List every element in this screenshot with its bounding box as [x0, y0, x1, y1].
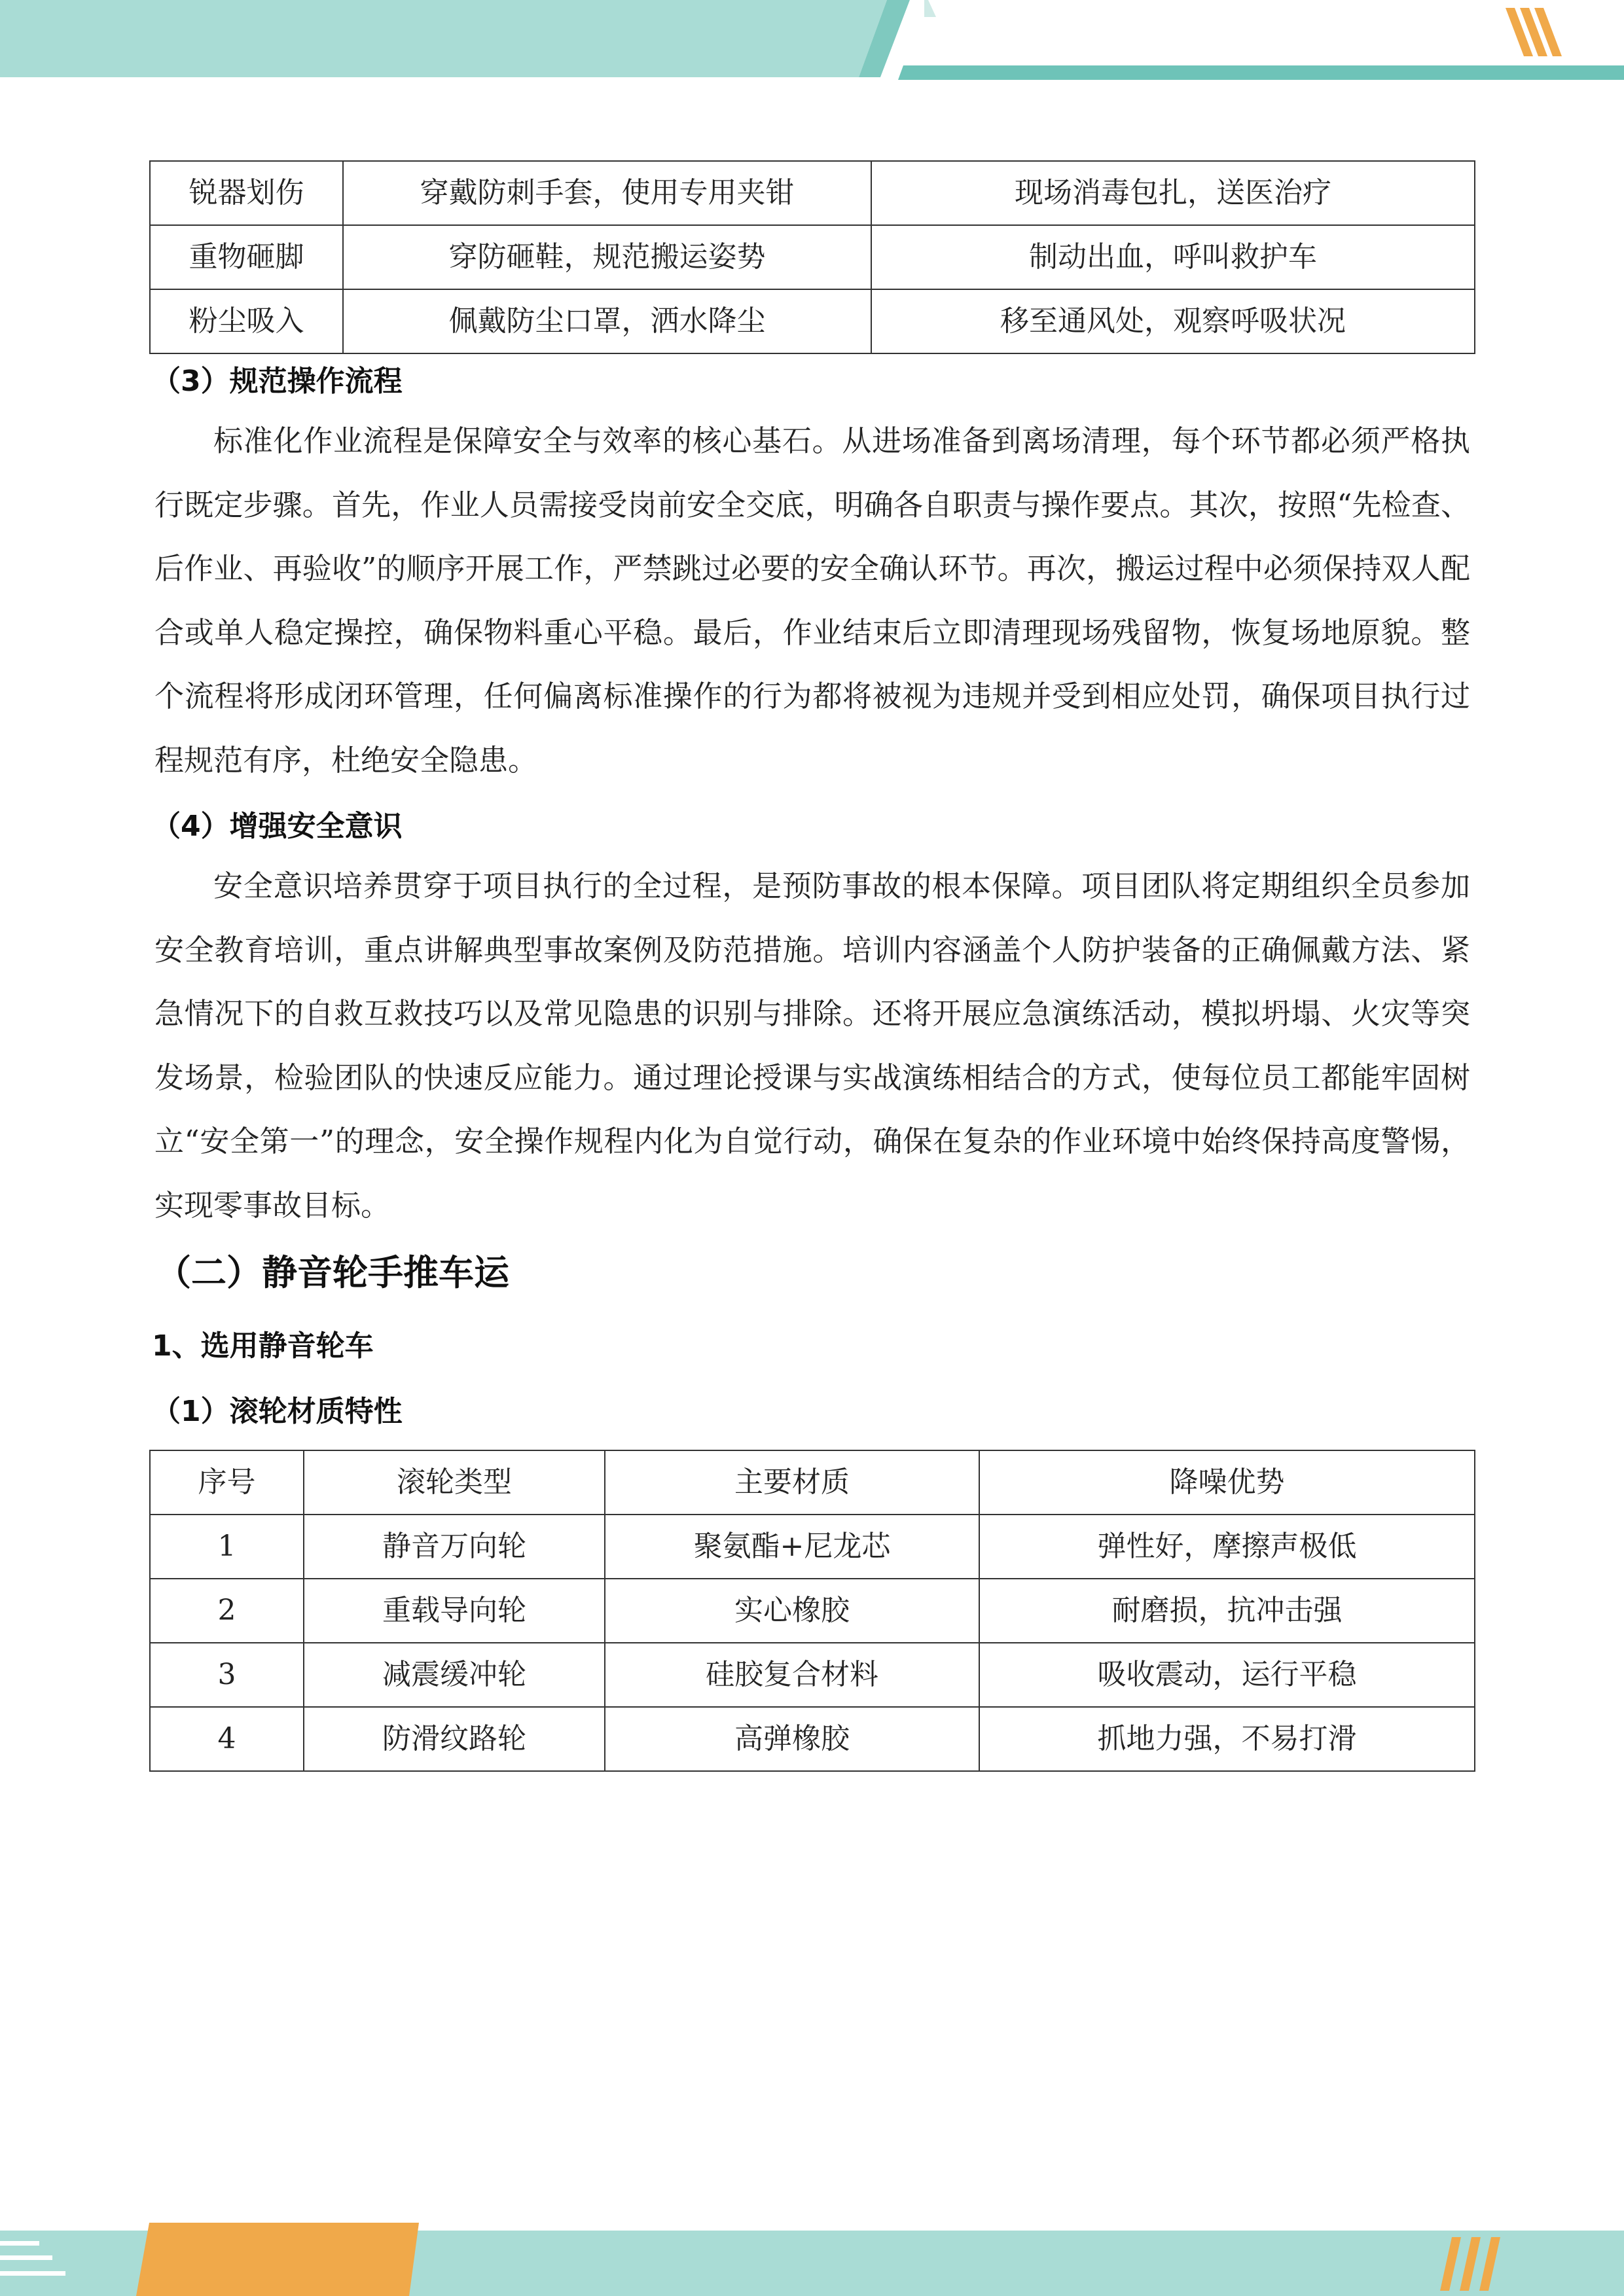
treatment-cell: 制动出血，呼叫救护车 — [871, 225, 1475, 289]
section4-paragraph: 安全意识培养贯穿于项目执行的全过程，是预防事故的根本保障。项目团队将定期组织全员参加安全教育培训，重点讲解典型事故案例及防范措施。培训内容涵盖个人防护装备的正确佩戴方法、紧急情况下的自救互救技巧以及常见隐患的识别与排除。还将开展应急演练活动，模拟坍塌、火灾等突发场景，检验团队的快速反应能力。通过理论授课与实战演练相结合的方式，使每位员工都能牢固树立“安全第一”的理念，安全操作规程内化为自觉行动，确保在复杂的作业环境中始终保持高度警惕，实现零事故目标。 — [154, 869, 1470, 1223]
table-row — [150, 225, 1475, 289]
header-cell: 降噪优势 — [979, 1450, 1475, 1515]
footer-white-line-3 — [0, 2271, 65, 2276]
material-cell: 硅胶复合材料 — [605, 1643, 979, 1707]
header-thin-line — [924, 0, 936, 17]
header-cell: 滚轮类型 — [304, 1450, 605, 1515]
treatment-cell: 现场消毒包扎，送医治疗 — [871, 161, 1475, 225]
index-cell: 2 — [150, 1579, 304, 1643]
wheel-table — [149, 1450, 1475, 1772]
prevention-cell: 穿戴防刺手套，使用专用夹钳 — [343, 161, 871, 225]
table-row — [150, 161, 1475, 225]
prevention-cell: 佩戴防尘口罩，洒水降尘 — [343, 289, 871, 353]
advantage-cell: 吸收震动，运行平稳 — [979, 1643, 1475, 1707]
treatment-cell: 移至通风处，观察呼吸状况 — [871, 289, 1475, 353]
hazard-table — [149, 160, 1475, 354]
footer-white-line-2 — [0, 2255, 52, 2260]
table-row — [150, 289, 1475, 353]
advantage-cell: 耐磨损，抗冲击强 — [979, 1579, 1475, 1643]
prevention-cell: 穿防砸鞋，规范搬运姿势 — [343, 225, 871, 289]
footer-teal-band — [0, 2231, 1624, 2296]
table-row — [150, 1515, 1475, 1579]
header-slant-accent — [859, 0, 910, 77]
type-cell: 减震缓冲轮 — [304, 1643, 605, 1707]
header-white-notch — [880, 0, 926, 77]
material-cell: 聚氨酯+尼龙芯 — [605, 1515, 979, 1579]
footer-white-line-1 — [0, 2241, 39, 2246]
material-cell: 实心橡胶 — [605, 1579, 979, 1643]
advantage-cell: 抓地力强，不易打滑 — [979, 1707, 1475, 1771]
hazard-cell: 粉尘吸入 — [150, 289, 343, 353]
stripes-icon — [1440, 2237, 1500, 2291]
hazard-cell: 锐器划伤 — [150, 161, 343, 225]
stripes-icon — [1506, 8, 1562, 56]
header-right-line — [898, 65, 1624, 80]
section4-heading: （4）增强安全意识 — [152, 810, 403, 843]
header-band — [0, 0, 1624, 80]
header-cell: 序号 — [150, 1450, 304, 1515]
section3-heading: （3）规范操作流程 — [152, 365, 403, 398]
table-row — [150, 1579, 1475, 1643]
type-cell: 重载导向轮 — [304, 1579, 605, 1643]
section-two-heading: （二）静音轮手推车运 — [156, 1252, 509, 1293]
subsection-1-1-heading: （1）滚轮材质特性 — [152, 1395, 403, 1428]
hazard-cell: 重物砸脚 — [150, 225, 343, 289]
table-row — [150, 1707, 1475, 1771]
index-cell: 4 — [150, 1707, 304, 1771]
table-header-row — [150, 1450, 1475, 1515]
footer-orange-block — [136, 2223, 419, 2296]
footer-band — [0, 2223, 1624, 2296]
index-cell: 1 — [150, 1515, 304, 1579]
subsection-1-heading: 1、选用静音轮车 — [152, 1329, 374, 1363]
header-cell: 主要材质 — [605, 1450, 979, 1515]
table-row — [150, 1643, 1475, 1707]
section3-paragraph: 标准化作业流程是保障安全与效率的核心基石。从进场准备到离场清理，每个环节都必须严格执行既定步骤。首先，作业人员需接受岗前安全交底，明确各自职责与操作要点。其次，按照“先检查、后作业、再验收”的顺序开展工作，严禁跳过必要的安全确认环节。再次，搬运过程中必须保持双人配合或单人稳定操控，确保物料重心平稳。最后，作业结束后立即清理现场残留物，恢复场地原貌。整个流程将形成闭环管理，任何偏离标准操作的行为都将被视为违规并受到相应处罚，确保项目执行过程规范有序，杜绝安全隐患。 — [154, 423, 1470, 778]
index-cell: 3 — [150, 1643, 304, 1707]
type-cell: 防滑纹路轮 — [304, 1707, 605, 1771]
advantage-cell: 弹性好，摩擦声极低 — [979, 1515, 1475, 1579]
header-teal-band — [0, 0, 887, 77]
type-cell: 静音万向轮 — [304, 1515, 605, 1579]
material-cell: 高弹橡胶 — [605, 1707, 979, 1771]
